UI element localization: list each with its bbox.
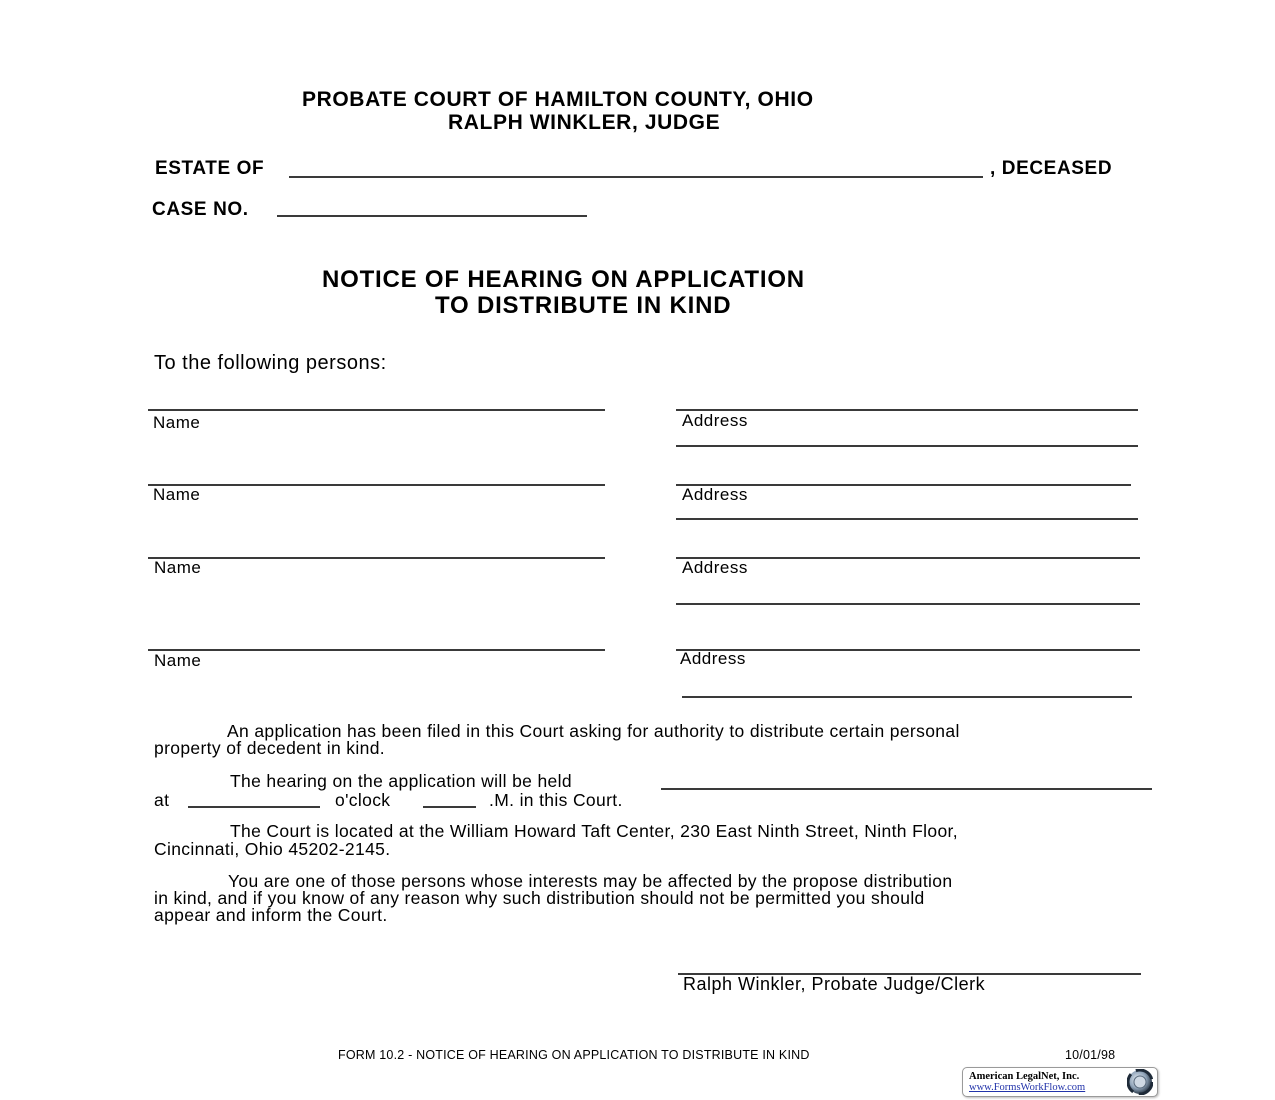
name-label: Name: [154, 558, 202, 577]
address-field-line2[interactable]: [676, 518, 1138, 520]
globe-icon: [1127, 1069, 1153, 1095]
interest-paragraph-line2: in kind, and if you know of any reason why such distribution should not be permitted you should: [154, 888, 925, 908]
hearing-at-label: at: [154, 790, 170, 810]
estate-field[interactable]: [289, 176, 983, 178]
name-label: Name: [153, 413, 201, 432]
interest-paragraph-line3: appear and inform the Court.: [154, 905, 388, 925]
address-label: Address: [682, 411, 748, 430]
document-title-line1: NOTICE OF HEARING ON APPLICATION: [322, 266, 805, 293]
signature-label: Ralph Winkler, Probate Judge/Clerk: [683, 974, 986, 994]
badge-company: American LegalNet, Inc.: [969, 1071, 1080, 1082]
hearing-m-label: .M. in this Court.: [489, 790, 623, 810]
address-field-line2[interactable]: [676, 445, 1138, 447]
location-paragraph-line2: Cincinnati, Ohio 45202-2145.: [154, 839, 391, 859]
document-title-line2: TO DISTRIBUTE IN KIND: [435, 292, 732, 319]
application-paragraph-line2: property of decedent in kind.: [154, 738, 385, 758]
badge-url-link[interactable]: www.FormsWorkFlow.com: [969, 1082, 1086, 1093]
address-field-line2[interactable]: [676, 603, 1140, 605]
location-paragraph-line1: The Court is located at the William Howard Taft Center, 230 East Ninth Street, Ninth Floor,: [230, 821, 958, 841]
court-name: PROBATE COURT OF HAMILTON COUNTY, OHIO: [302, 88, 814, 111]
hearing-paragraph-line1: The hearing on the application will be held: [230, 771, 572, 791]
case-number-label: CASE NO.: [152, 199, 249, 220]
intro-text: To the following persons:: [154, 352, 387, 374]
interest-paragraph-line1: You are one of those persons whose interests may be affected by the propose distribution: [228, 871, 953, 891]
address-label: Address: [680, 649, 746, 668]
name-field[interactable]: [148, 557, 605, 559]
hearing-time-field[interactable]: [188, 806, 320, 808]
application-paragraph-line1: An application has been filed in this Court asking for authority to distribute certain personal: [227, 721, 960, 741]
hearing-oclock-label: o'clock: [335, 790, 391, 810]
name-label: Name: [154, 651, 202, 670]
hearing-date-field[interactable]: [661, 788, 1152, 790]
deceased-label: , DECEASED: [990, 158, 1113, 179]
estate-label: ESTATE OF: [155, 158, 265, 179]
form-footer-title: FORM 10.2 - NOTICE OF HEARING ON APPLICATION TO DISTRIBUTE IN KIND: [338, 1048, 810, 1062]
case-number-field[interactable]: [277, 215, 587, 217]
name-field[interactable]: [148, 484, 605, 486]
address-field-line2[interactable]: [682, 696, 1132, 698]
address-label: Address: [682, 558, 748, 577]
form-footer-date: 10/01/98: [1065, 1048, 1116, 1062]
name-field[interactable]: [148, 649, 605, 651]
address-label: Address: [682, 485, 748, 504]
hearing-ampm-field[interactable]: [423, 806, 476, 808]
name-label: Name: [153, 485, 201, 504]
name-field[interactable]: [148, 409, 605, 411]
judge-name: RALPH WINKLER, JUDGE: [448, 111, 721, 134]
american-legalnet-badge[interactable]: [962, 1067, 1158, 1097]
